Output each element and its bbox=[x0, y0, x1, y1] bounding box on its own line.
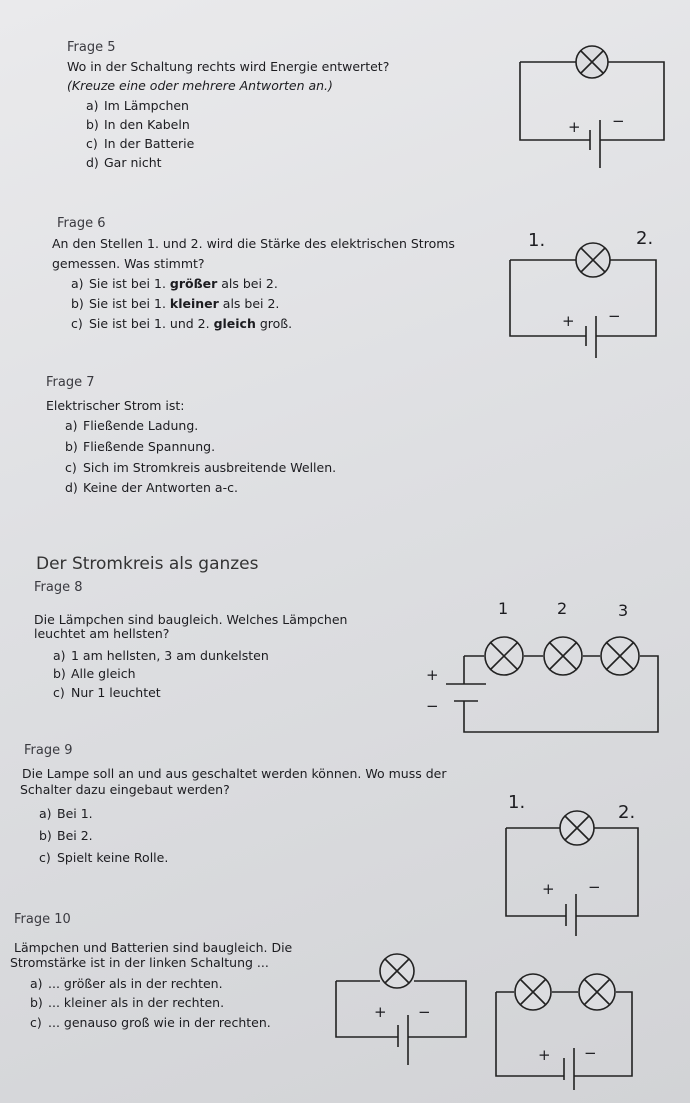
minus-sign: − bbox=[418, 1003, 431, 1021]
q8-label: Frage 8 bbox=[34, 580, 83, 595]
q5-option-d[interactable]: d) Gar nicht bbox=[86, 155, 162, 170]
q7-option-a[interactable]: a) Fließende Ladung. bbox=[65, 418, 199, 433]
q5-option-c[interactable]: c) In der Batterie bbox=[86, 136, 195, 151]
plus-sign: + bbox=[538, 1046, 551, 1064]
q7-option-d[interactable]: d) Keine der Antworten a-c. bbox=[65, 480, 238, 495]
q6-question-line1: An den Stellen 1. und 2. wird die Stärke des elektrischen Stroms bbox=[52, 236, 455, 251]
q10-circuit-right bbox=[490, 966, 685, 1086]
plus-sign: + bbox=[542, 880, 555, 898]
q10-option-b[interactable]: b) ... kleiner als in der rechten. bbox=[30, 995, 225, 1010]
q5-question-text: Wo in der Schaltung rechts wird Energie entwertet? bbox=[67, 59, 390, 74]
position-1: 1. bbox=[508, 792, 526, 813]
q8-question-line2: leuchtet am hellsten? bbox=[34, 626, 170, 641]
q6-label: Frage 6 bbox=[57, 216, 106, 231]
measure-point-1: 1. bbox=[528, 230, 546, 251]
q7-option-b[interactable]: b) Fließende Spannung. bbox=[65, 439, 216, 454]
q7-label: Frage 7 bbox=[46, 375, 95, 390]
q6-option-c[interactable]: c) Sie ist bei 1. und 2. gleich groß. bbox=[71, 316, 293, 331]
minus-sign: − bbox=[612, 112, 625, 130]
q9-option-b[interactable]: b) Bei 2. bbox=[39, 828, 93, 843]
minus-sign: − bbox=[426, 697, 439, 715]
q6-option-a[interactable]: a) Sie ist bei 1. größer als bei 2. bbox=[71, 276, 278, 291]
q8-option-c[interactable]: c) Nur 1 leuchtet bbox=[53, 685, 161, 700]
q9-question-line1: Die Lampe soll an und aus geschaltet werden können. Wo muss der bbox=[22, 766, 447, 781]
q7-question: Elektrischer Strom ist: bbox=[46, 398, 185, 413]
q8-question-line1: Die Lämpchen sind baugleich. Welches Lämpchen bbox=[34, 612, 348, 627]
lamp-label-2: 2 bbox=[557, 599, 568, 618]
section-title: Der Stromkreis als ganzes bbox=[36, 554, 259, 574]
q10-circuit-left bbox=[330, 955, 480, 1075]
q6-option-b[interactable]: b) Sie ist bei 1. kleiner als bei 2. bbox=[71, 296, 280, 311]
minus-sign: − bbox=[588, 878, 601, 896]
q10-option-c[interactable]: c) ... genauso groß wie in der rechten. bbox=[30, 1015, 271, 1030]
lamp-label-1: 1 bbox=[498, 599, 509, 618]
q6-circuit-diagram bbox=[510, 228, 670, 360]
q6-question-line2: gemessen. Was stimmt? bbox=[52, 256, 205, 271]
plus-sign: + bbox=[568, 118, 581, 136]
minus-sign: − bbox=[608, 307, 621, 325]
plus-sign: + bbox=[562, 312, 575, 330]
plus-sign: + bbox=[374, 1003, 387, 1021]
q5-label: Frage 5 bbox=[67, 40, 116, 55]
q8-option-b[interactable]: b) Alle gleich bbox=[53, 666, 136, 681]
q10-question-line1: Lämpchen und Batterien sind baugleich. Die bbox=[14, 940, 293, 955]
q10-question-line2: Stromstärke ist in der linken Schaltung ... bbox=[10, 955, 269, 970]
q10-label: Frage 10 bbox=[14, 912, 71, 927]
q9-option-c[interactable]: c) Spielt keine Rolle. bbox=[39, 850, 169, 865]
q10-option-a[interactable]: a) ... größer als in der rechten. bbox=[30, 976, 223, 991]
measure-point-2: 2. bbox=[636, 228, 654, 249]
q5-question bbox=[67, 59, 389, 74]
q9-question-line2: Schalter dazu eingebaut werden? bbox=[20, 782, 230, 797]
q5-option-b[interactable]: b) In den Kabeln bbox=[86, 117, 190, 132]
q5-option-a[interactable]: a) Im Lämpchen bbox=[86, 98, 189, 113]
q7-option-c[interactable]: c) Sich im Stromkreis ausbreitende Wellen. bbox=[65, 460, 337, 475]
q9-circuit-diagram bbox=[500, 788, 670, 938]
minus-sign: − bbox=[584, 1044, 597, 1062]
q8-option-a[interactable]: a) 1 am hellsten, 3 am dunkelsten bbox=[53, 648, 269, 663]
lamp-label-3: 3 bbox=[618, 601, 629, 620]
q9-option-a[interactable]: a) Bei 1. bbox=[39, 806, 93, 821]
position-2: 2. bbox=[618, 802, 636, 823]
q9-label: Frage 9 bbox=[24, 743, 73, 758]
q8-circuit-diagram bbox=[420, 596, 670, 736]
q5-hint: (Kreuze eine oder mehrere Antworten an.) bbox=[67, 78, 333, 93]
q5-circuit-diagram bbox=[520, 48, 670, 173]
plus-sign: + bbox=[426, 666, 439, 684]
